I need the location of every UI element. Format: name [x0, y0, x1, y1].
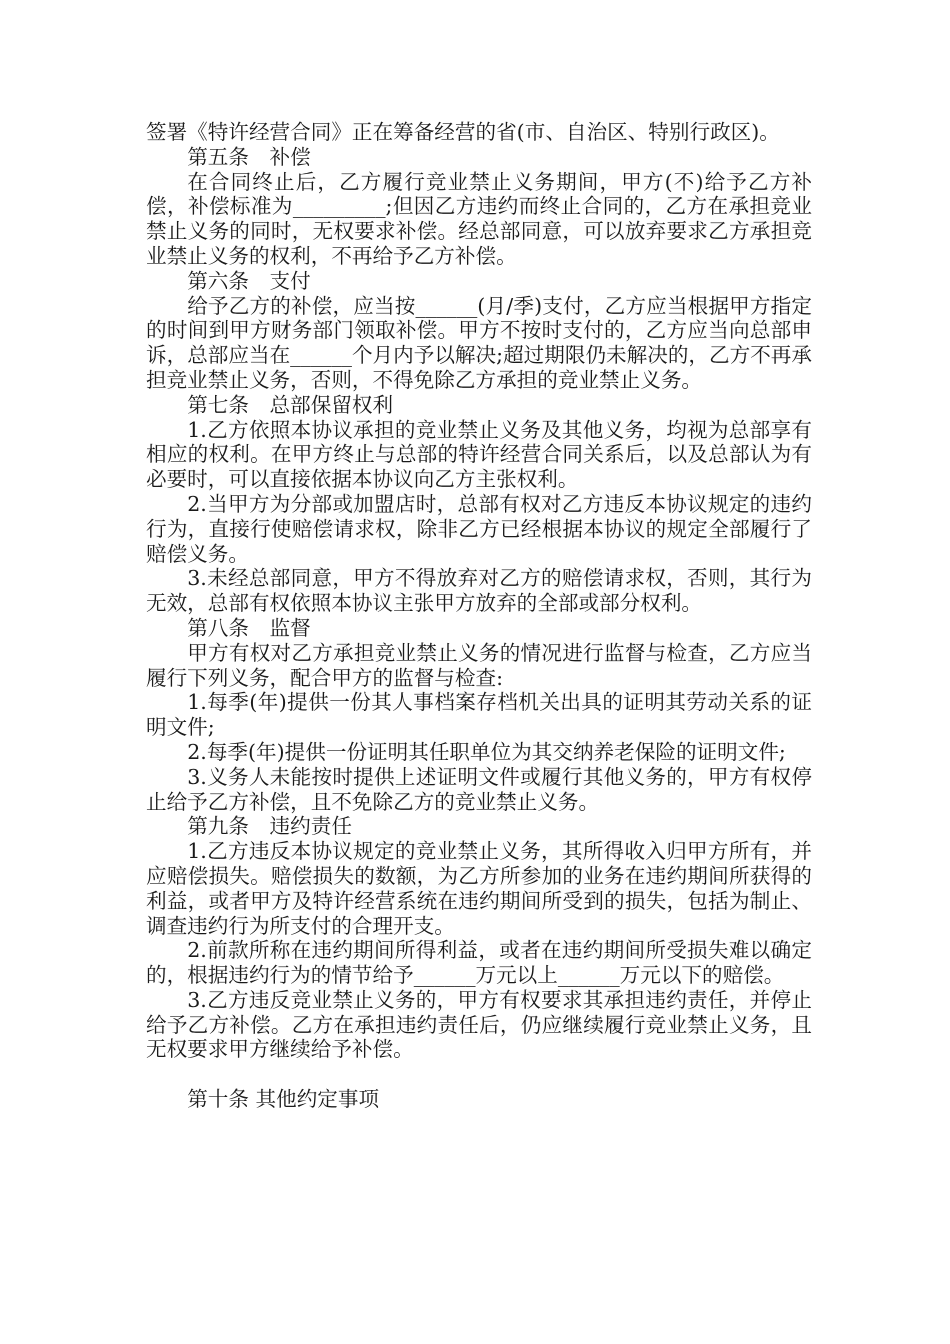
- document-body: [146, 120, 812, 1112]
- article-7-item-3: 3.未经总部同意，甲方不得放弃对乙方的赔偿请求权，否则，其行为无效，总部有权依照本协议主张甲方放弃的全部或部分权利。: [146, 566, 812, 616]
- article-5-heading: 第五条 补偿: [187, 144, 311, 169]
- article-7-item-1: 1.乙方依照本协议承担的竞业禁止义务及其他义务，均视为总部享有相应的权利。在甲方终止与总部的特许经营合同关系后，以及总部认为有必要时，可以直接依据本协议向乙方主张权利。: [146, 417, 812, 492]
- paragraph-continuation: 签署《特许经营合同》正在筹备经营的省(市、自治区、特别行政区)。: [146, 120, 780, 144]
- article-6-paragraph: 给予乙方的补偿，应当按______(月/季)支付，乙方应当根据甲方指定的时间到甲方财务部门领取补偿。甲方不按时支付的，乙方应当向总部申诉，总部应当在______个月内予以解决;超过期限仍未解决的，乙方不再承担竞业禁止义务，否则，不得免除乙方承担的竞业禁止义务。: [146, 293, 812, 392]
- article-9-item-2: 2.前款所称在违约期间所得利益，或者在违约期间所受损失难以确定的，根据违约行为的情节给予______万元以上______万元以下的赔偿。: [146, 938, 812, 988]
- article-8-heading: 第八条 监督: [187, 615, 311, 640]
- article-9-item-3: 3.乙方违反竞业禁止义务的，甲方有权要求其承担违约责任，并停止给予乙方补偿。乙方在承担违约责任后，仍应继续履行竞业禁止义务，且无权要求甲方继续给予补偿。: [146, 987, 812, 1062]
- article-9-heading: 第九条 违约责任: [187, 814, 352, 839]
- article-10-heading: 第十条 其他约定事项: [187, 1087, 380, 1112]
- article-6-heading: 第六条 支付: [187, 268, 311, 293]
- article-8-item-2: 2.每季(年)提供一份证明其任职单位为其交纳养老保险的证明文件;: [187, 739, 786, 764]
- blank-line: [146, 1062, 812, 1087]
- article-5-paragraph: 在合同终止后，乙方履行竞业禁止义务期间，甲方(不)给予乙方补偿，补偿标准为_________;但因乙方违约而终止合同的，乙方在承担竞业禁止义务的同时，无权要求补偿。经总部同意，可以放弃要求乙方承担竞业禁止义务的权利，不再给予乙方补偿。: [146, 169, 812, 268]
- article-7-heading: 第七条 总部保留权利: [187, 392, 394, 417]
- article-8-item-3: 3.义务人未能按时提供上述证明文件或履行其他义务的，甲方有权停止给予乙方补偿，且不免除乙方的竞业禁止义务。: [146, 764, 812, 814]
- article-7-item-2: 2.当甲方为分部或加盟店时，总部有权对乙方违反本协议规定的违约行为，直接行使赔偿请求权，除非乙方已经根据本协议的规定全部履行了赔偿义务。: [146, 491, 812, 566]
- article-8-paragraph: 甲方有权对乙方承担竞业禁止义务的情况进行监督与检查，乙方应当履行下列义务，配合甲方的监督与检查:: [146, 640, 812, 690]
- article-8-item-1: 1.每季(年)提供一份其人事档案存档机关出具的证明其劳动关系的证明文件;: [146, 690, 812, 740]
- article-9-item-1: 1.乙方违反本协议规定的竞业禁止义务，其所得收入归甲方所有，并应赔偿损失。赔偿损失的数额，为乙方所参加的业务在违约期间所获得的利益，或者甲方及特许经营系统在违约期间所受到的损失，包括为制止、调查违约行为所支付的合理开支。: [146, 839, 812, 938]
